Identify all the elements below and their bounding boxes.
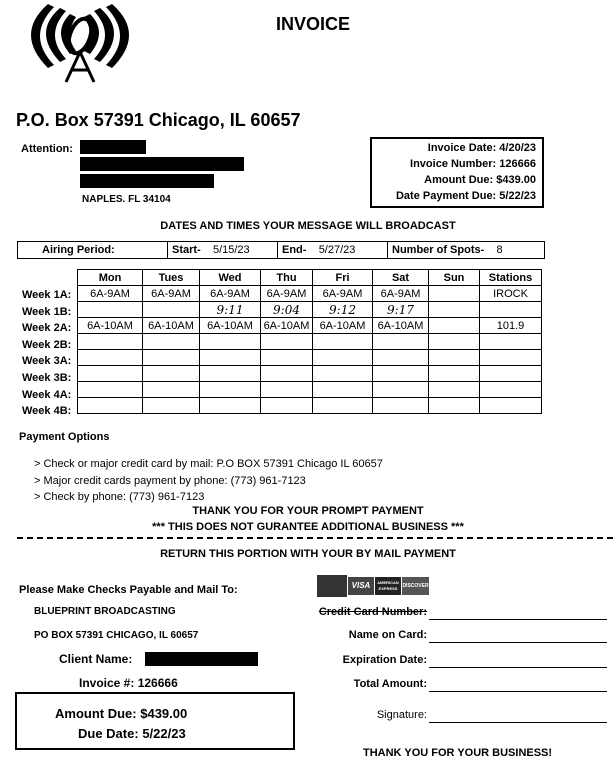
cut-line: [17, 537, 613, 539]
table-cell: 6A-9AM: [78, 286, 143, 302]
airing-start: [168, 242, 278, 258]
table-row: [78, 318, 542, 334]
table-cell: 6A-9AM: [373, 286, 429, 302]
week-label: Week 1B:: [22, 305, 72, 318]
table-cell: 9:11: [200, 302, 261, 318]
day-header: Sat: [373, 270, 429, 286]
credit-card-logos: [317, 575, 429, 597]
redacted-name: [80, 140, 146, 154]
payment-option: > Check by phone: (773) 961-7123: [34, 491, 205, 503]
broadcast-heading: DATES AND TIMES YOUR MESSAGE WILL BROADCAST: [160, 220, 456, 232]
redacted-line: [80, 174, 214, 188]
discover-icon: DISCOVER: [402, 577, 429, 595]
table-cell: 6A-10AM: [143, 318, 200, 334]
invoice-date-label: Invoice Date:: [427, 142, 497, 154]
invoice-hash-label: Invoice #:: [79, 676, 135, 690]
table-cell: 6A-10AM: [373, 318, 429, 334]
airing-period-row: [17, 241, 545, 259]
table-row: [78, 382, 542, 398]
table-cell: 6A-10AM: [200, 318, 261, 334]
week-labels: [22, 287, 71, 420]
attention-label: Attention:: [21, 143, 73, 155]
table-row: [78, 366, 542, 382]
invoice-number-block: [79, 676, 178, 690]
payee-company: BLUEPRINT BROADCASTING: [34, 606, 176, 617]
week-label: Week 4A:: [22, 388, 72, 401]
table-cell: 6A-9AM: [313, 286, 373, 302]
expiration-label: Expiration Date:: [342, 654, 427, 666]
airing-label: Airing Period:: [38, 242, 168, 258]
airing-end: [278, 242, 388, 258]
table-row: [78, 286, 542, 302]
start-label: Start-: [172, 244, 201, 256]
table-cell: [143, 302, 200, 318]
remit-amount-label: Amount Due:: [55, 706, 137, 721]
table-cell: 9:04: [261, 302, 313, 318]
table-cell: 6A-10AM: [261, 318, 313, 334]
end-date: 5/27/23: [318, 244, 356, 256]
signature-field[interactable]: [429, 722, 607, 723]
table-row: [78, 302, 542, 318]
card-number-field[interactable]: [429, 619, 607, 620]
table-cell: 9:12: [313, 302, 373, 318]
payable-label: Please Make Checks Payable and Mail To:: [19, 584, 238, 596]
table-cell: [429, 302, 480, 318]
client-name-label: Client Name:: [59, 652, 133, 666]
total-amount-label: Total Amount:: [353, 678, 427, 690]
table-row: [78, 334, 542, 350]
payee-address: PO BOX 57391 CHICAGO, IL 60657: [34, 630, 199, 641]
name-on-card-label: Name on Card:: [348, 629, 427, 641]
invoice-info-box: [370, 137, 544, 208]
invoice-number-label: Invoice Number:: [410, 158, 497, 170]
remit-due-label: Due Date:: [78, 726, 139, 741]
start-date: 5/15/23: [212, 244, 250, 256]
redacted-client-name: [145, 652, 258, 666]
table-cell: [429, 318, 480, 334]
schedule-table: [77, 269, 542, 414]
company-address: P.O. Box 57391 Chicago, IL 60657: [16, 110, 301, 130]
week-label: Week 3A:: [22, 355, 72, 368]
week-label: Week 3B:: [22, 371, 72, 384]
table-cell: 6A-9AM: [143, 286, 200, 302]
table-row: [78, 398, 542, 414]
thanks-prompt-payment: THANK YOU FOR YOUR PROMPT PAYMENT: [192, 505, 424, 517]
company-logo: [30, 4, 130, 84]
invoice-number: 126666: [499, 158, 536, 170]
table-cell: 9:17: [373, 302, 429, 318]
redacted-street: [80, 157, 244, 171]
week-label: Week 2B:: [22, 338, 72, 351]
return-instruction: RETURN THIS PORTION WITH YOUR BY MAIL PAYMENT: [160, 548, 456, 560]
day-header: Thu: [261, 270, 313, 286]
table-cell: [480, 302, 542, 318]
payment-option: > Major credit cards payment by phone: (773) 961-7123: [34, 474, 306, 487]
end-label: End-: [282, 244, 307, 256]
visa-icon: VISA: [348, 577, 374, 595]
payment-options-heading: Payment Options: [19, 431, 110, 443]
table-cell: [429, 286, 480, 302]
generic-card-icon: [317, 575, 347, 597]
remit-due-date: 5/22/23: [142, 726, 186, 741]
table-header-row: [78, 270, 542, 286]
table-cell: 6A-9AM: [261, 286, 313, 302]
attention-city: NAPLES. FL 34104: [82, 194, 171, 205]
name-on-card-field[interactable]: [429, 642, 607, 643]
table-cell: 6A-10AM: [313, 318, 373, 334]
day-header: Wed: [200, 270, 261, 286]
remit-amount: $439.00: [140, 706, 188, 721]
stations-header: Stations: [480, 270, 542, 286]
remit-due-row: [78, 726, 186, 741]
payment-due-date: 5/22/23: [499, 190, 536, 202]
expiration-field[interactable]: [429, 667, 607, 668]
week-label: Week 2A:: [22, 322, 72, 335]
table-cell: IROCK: [480, 286, 542, 302]
remit-amount-row: [55, 706, 187, 721]
closing-thanks: THANK YOU FOR YOUR BUSINESS!: [363, 747, 553, 759]
airing-spots: [388, 242, 544, 258]
week-label: Week 4B:: [22, 405, 72, 418]
remit-invoice-number: 126666: [137, 676, 178, 690]
card-number-label: Credit Card Number:: [318, 606, 427, 618]
spots-count: 8: [496, 244, 503, 256]
table-cell: 6A-9AM: [200, 286, 261, 302]
day-header: Tues: [143, 270, 200, 286]
payment-options-list: [34, 456, 383, 506]
invoice-date: 4/20/23: [499, 142, 536, 154]
disclaimer: *** THIS DOES NOT GURANTEE ADDITIONAL BUSINESS ***: [152, 521, 464, 533]
invoice-title: INVOICE: [276, 14, 351, 34]
amount-due: $439.00: [496, 174, 536, 186]
table-cell: [78, 302, 143, 318]
payment-option: > Check or major credit card by mail: P.O BOX 57391 Chicago IL 60657: [34, 458, 383, 470]
day-header: Mon: [78, 270, 143, 286]
payment-due-label: Date Payment Due:: [395, 190, 497, 202]
total-amount-field[interactable]: [429, 691, 607, 692]
amount-due-box: [15, 692, 295, 750]
amex-icon: AMERICAN EXPRESS: [375, 577, 401, 595]
spots-label: Number of Spots-: [392, 244, 485, 256]
amount-due-label: Amount Due:: [424, 174, 494, 186]
signature-label: Signature:: [376, 709, 427, 721]
table-cell: 101.9: [480, 318, 542, 334]
week-label: Week 1A:: [22, 289, 72, 301]
table-cell: 6A-10AM: [78, 318, 143, 334]
day-header: Sun: [429, 270, 480, 286]
table-row: [78, 350, 542, 366]
day-header: Fri: [313, 270, 373, 286]
